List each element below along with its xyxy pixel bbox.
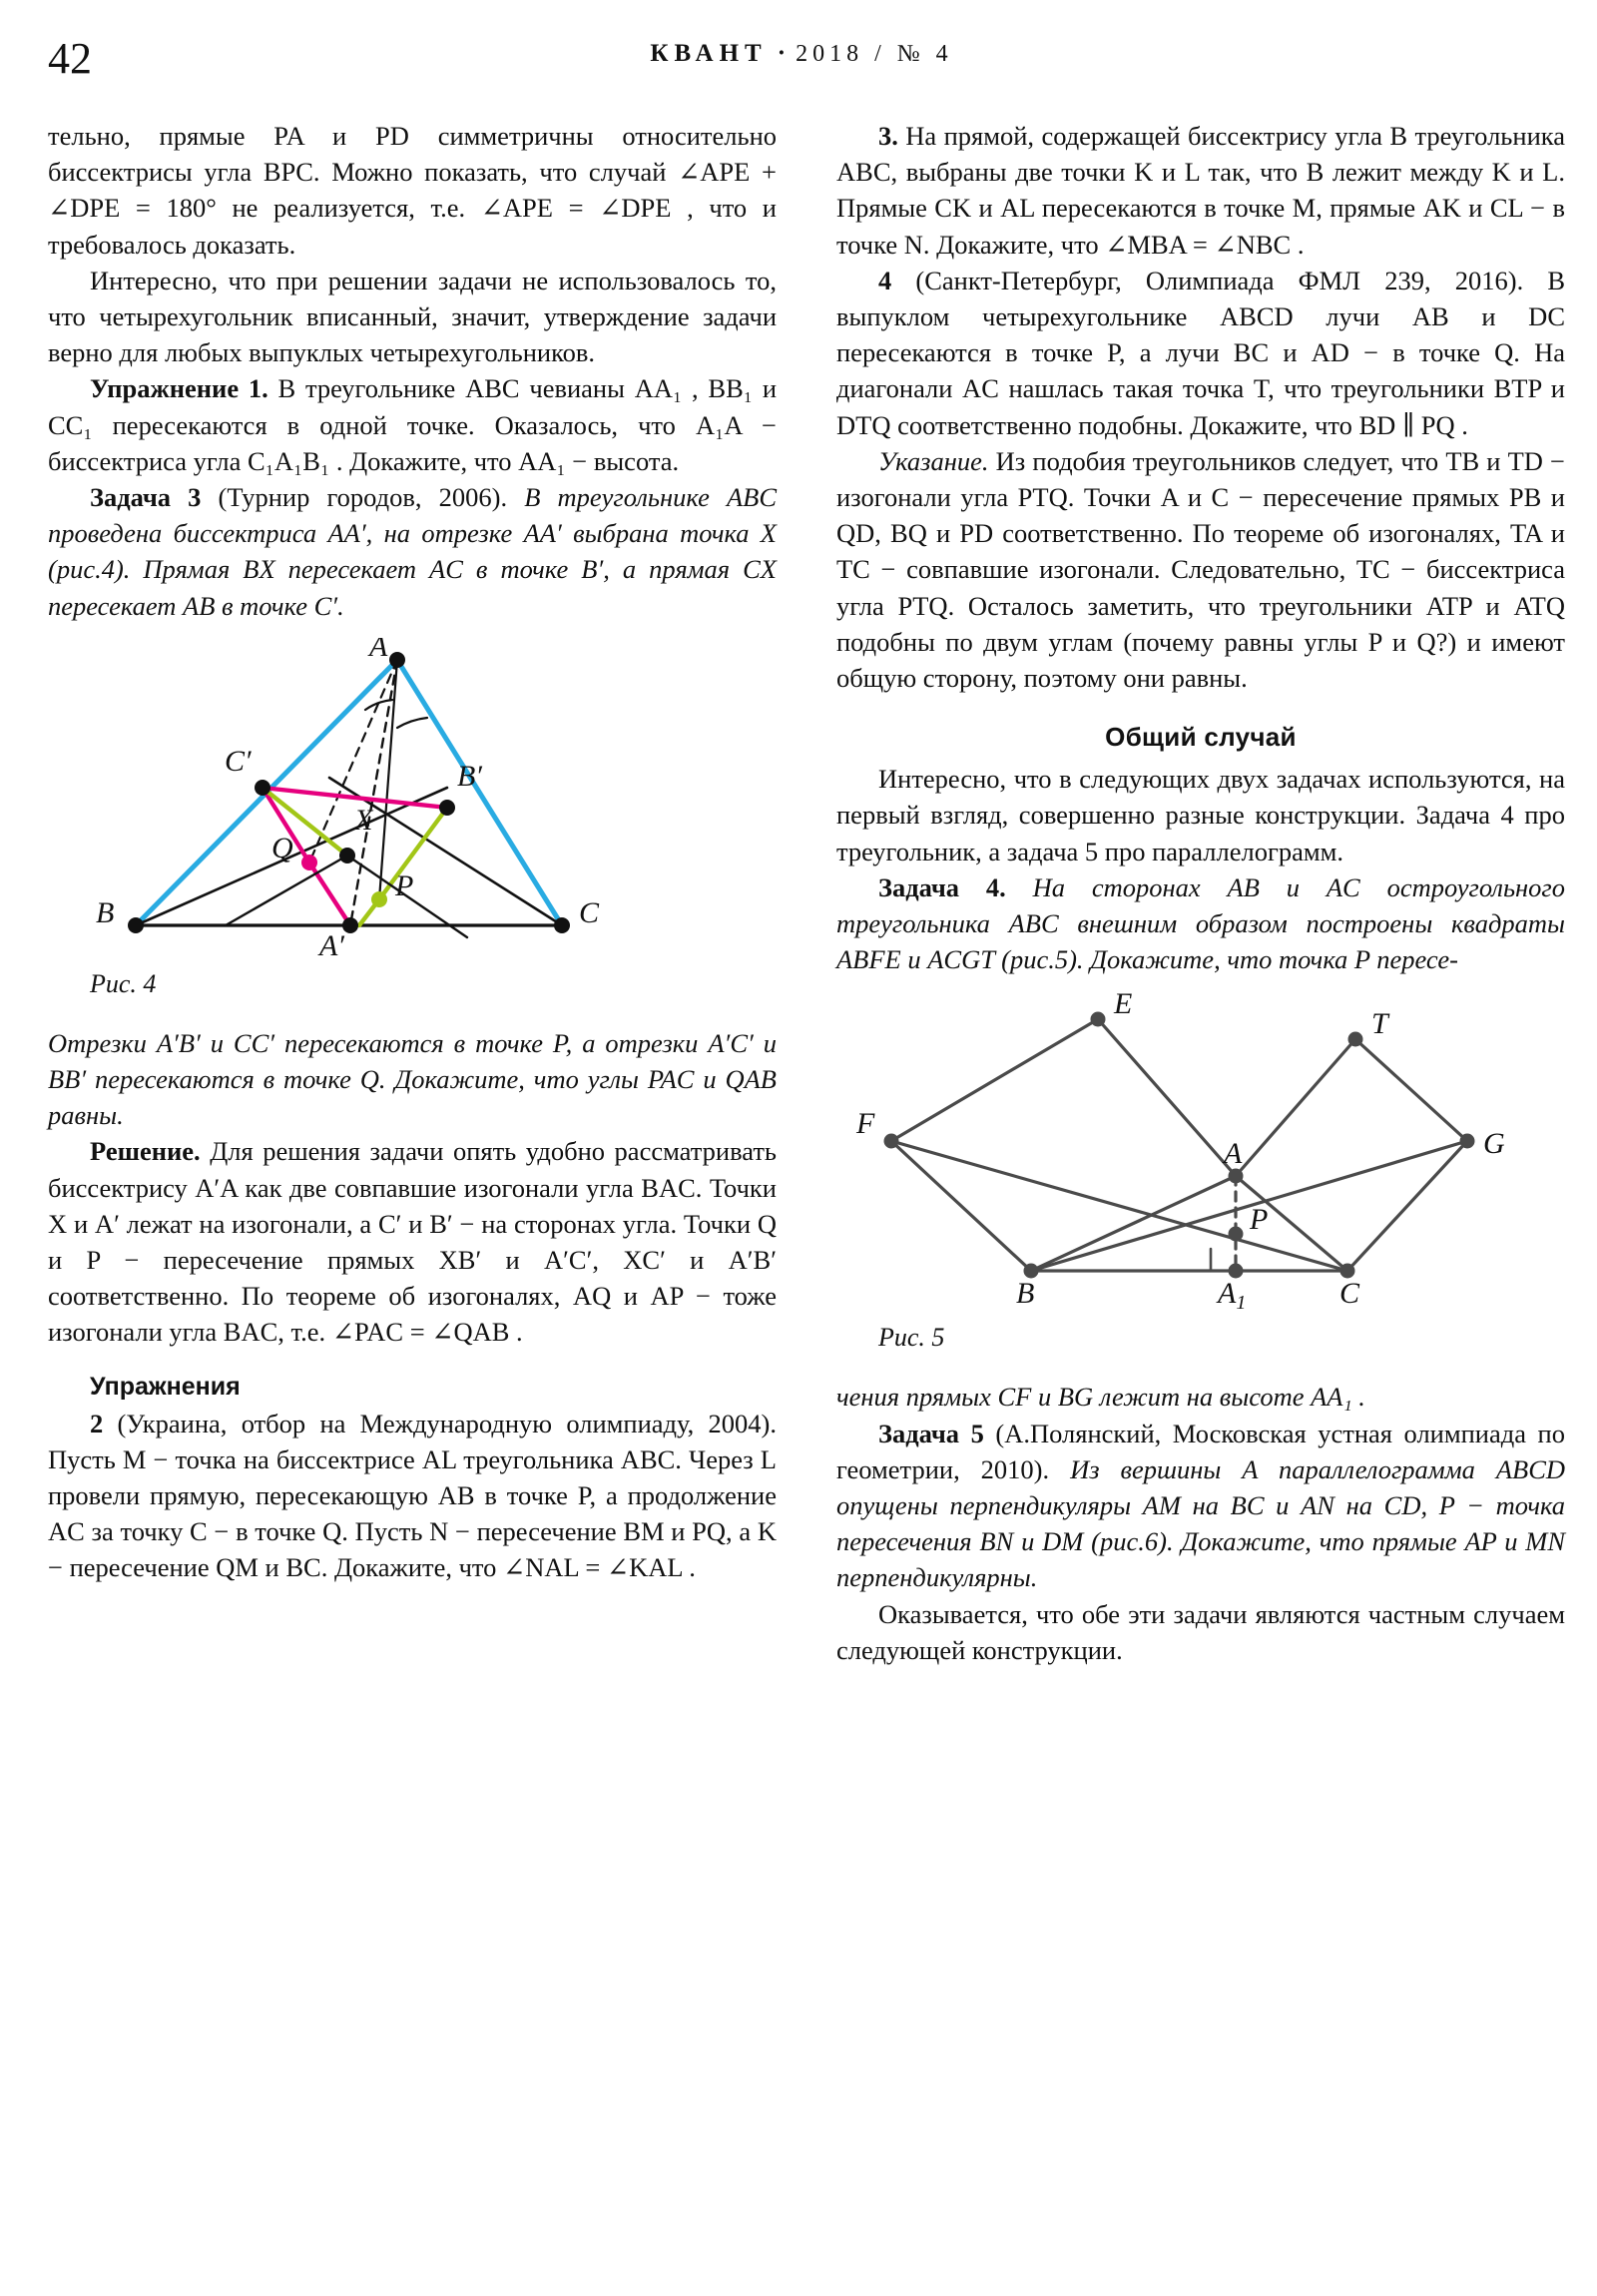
exercise-1-text: В треугольнике ABC чевианы AA₁ , BB₁ и CC₁ пересекаются в одной точке. Оказалось, что A₁A − биссектриса угла C₁A₁B₁ . Докажите, что AA₁ − высота. bbox=[48, 373, 777, 476]
exercise-4-label: 4 bbox=[878, 265, 892, 295]
fig5-point-E bbox=[1091, 1012, 1106, 1027]
figure-4-drawing bbox=[48, 638, 747, 967]
problem-5-label: Задача 5 bbox=[878, 1418, 984, 1448]
solution-paragraph bbox=[48, 1133, 777, 1350]
problem-3-continued: Отрезки A′B′ и CC′ пересекаются в точке P, а отрезки A′C′ и BB′ пересекаются в точке Q. Докажите, что углы PAC и QAB равны. bbox=[48, 1027, 777, 1131]
fig4-label-A: A bbox=[369, 637, 388, 663]
running-head bbox=[48, 40, 1555, 68]
fig4-point-Cprime bbox=[255, 780, 270, 796]
paragraph-remark: Интересно, что при решении задачи не использовалось то, что четырехугольник вписанный, значит, утверждение задачи верно для любых выпуклых четырехугольников. bbox=[48, 265, 777, 368]
fig5-point-A bbox=[1229, 1169, 1244, 1184]
closing-paragraph: Оказывается, что обе эти задачи являются частным случаем следующей конструкции. bbox=[836, 1598, 1565, 1665]
exercise-3-text: На прямой, содержащей биссектрису угла B треугольника ABC, выбраны две точки K и L так, что B лежит между K и L. Прямые CK и AL пересекаются в точке M, прямые AK и CL − в точке N. Докажите, что ∠MBA = ∠NBC . bbox=[836, 121, 1565, 260]
left-column bbox=[48, 118, 777, 1586]
general-case-paragraph: Интересно, что в следующих двух задачах используются, на первый взгляд, совершенно разные конструкции. Задача 4 про треугольник, а задача 5 про параллелограмм. bbox=[836, 764, 1565, 866]
fig5-point-T bbox=[1348, 1032, 1363, 1047]
fig4-label-Bprime: B′ bbox=[457, 759, 482, 793]
fig4-label-B: B bbox=[96, 895, 115, 929]
problem-3-source: (Турнир городов, 2006). bbox=[218, 482, 508, 513]
fig4-label-Aprime: A′ bbox=[319, 928, 344, 962]
fig4-angle-arc-2 bbox=[397, 718, 427, 728]
fig5-label-T: T bbox=[1371, 1007, 1388, 1041]
fig5-square-ABFE bbox=[891, 1019, 1236, 1271]
fig5-point-F bbox=[884, 1134, 899, 1149]
fig4-label-Q: Q bbox=[271, 831, 293, 864]
fig5-square-ACGT bbox=[1236, 1039, 1467, 1271]
figure-5-caption: Рис. 5 bbox=[878, 1323, 945, 1353]
fig4-label-X: X bbox=[354, 803, 373, 837]
exercise-1 bbox=[48, 370, 777, 479]
fig4-point-node bbox=[339, 848, 355, 863]
problem-3-label: Задача 3 bbox=[90, 482, 202, 513]
fig5-point-G bbox=[1460, 1134, 1475, 1149]
exercise-3-label: 3. bbox=[878, 121, 898, 151]
fig4-point-P bbox=[371, 891, 387, 907]
solution-label: Решение. bbox=[90, 1136, 201, 1167]
problem-5 bbox=[836, 1416, 1565, 1596]
problem-5-text: Из вершины A параллелограмма ABCD опущены перпендикуляры AM на BC и AN на CD, P − точка пересечения BN и DM (рис.6). Докажите, что прямые AP и MN перпендикулярны. bbox=[836, 1453, 1566, 1593]
fig4-point-Aprime bbox=[342, 917, 358, 933]
problem-3 bbox=[48, 479, 777, 624]
fig4-label-C: C bbox=[579, 895, 600, 929]
page-number: 42 bbox=[48, 34, 92, 83]
exercises-heading: Упражнения bbox=[90, 1372, 241, 1401]
exercise-4-text: В выпуклом четырехугольнике ABCD лучи AB и DC пересекаются в точке P, а лучи BC и AD − в точке Q. На диагонали AC нашлась такая точка T, что треугольники BTP и DTQ соответственно подобны. Докажите, что BD ∥ PQ . bbox=[836, 265, 1566, 440]
fig5-point-P bbox=[1229, 1227, 1244, 1242]
hint-text: Из подобия треугольников следует, что TB и TD − изогонали угла PTQ. Точки A и C − пересечение прямых PB и QD, BQ и PD соответственно. По теореме об изогоналях, TA и TC − совпавшие изогонали. Следовательно, TC − биссектриса угла PTQ. Осталось заметить, что треугольники ATP и ATQ подобны по двум углам (почему равны углы P и Q?) и имеют общую сторону, поэтому они равны. bbox=[836, 445, 1566, 694]
fig5-label-F: F bbox=[856, 1107, 875, 1141]
exercise-4-source: (Санкт-Петербург, Олимпиада ФМЛ 239, 2016). bbox=[915, 265, 1524, 295]
problem-4 bbox=[836, 869, 1565, 978]
fig4-seg-Q-Aprime bbox=[309, 862, 350, 925]
fig5-label-E: E bbox=[1114, 991, 1133, 1021]
exercise-2-label: 2 bbox=[90, 1408, 104, 1438]
fig4-label-Cprime: C′ bbox=[225, 744, 252, 778]
fig5-label-B: B bbox=[1016, 1277, 1035, 1311]
hint-label: Указание. bbox=[878, 445, 989, 476]
fig5-label-P: P bbox=[1250, 1203, 1269, 1237]
exercise-3 bbox=[836, 118, 1565, 263]
exercise-4 bbox=[836, 263, 1565, 443]
fig5-label-C: C bbox=[1339, 1277, 1360, 1311]
fig4-point-A bbox=[389, 652, 405, 668]
problem-4-label: Задача 4. bbox=[878, 871, 1006, 902]
section-heading-general-case: Общий случай bbox=[1105, 722, 1297, 753]
exercise-2 bbox=[48, 1406, 777, 1586]
problem-3-text: В треугольнике ABC проведена биссектриса AA′, на отрезке AA′ выбрана точка X (рис.4). Прямая BX пересекает AC в точке B′, а прямая CX пересекает AB в точке C′. bbox=[48, 482, 778, 621]
fig4-point-C bbox=[554, 917, 570, 933]
solution-text: Для решения задачи опять удобно рассматривать биссектрису A′A как две совпавшие изогонали угла BAC. Точки X и A′ лежат на изогонали, а C′ и B′ − на сторонах угла. Точки Q и P − пересечение прямых XB′ и A′C′, XC′ и A′B′ соответственно. По теореме об изогоналях, AQ и AP − тоже изогонали угла BAC, т.е. ∠PAC = ∠QAB . bbox=[48, 1136, 778, 1348]
figure-4 bbox=[48, 638, 777, 999]
running-head-separator: · bbox=[777, 40, 787, 67]
figure-4-caption: Рис. 4 bbox=[90, 968, 157, 998]
exercise-2-text: (Украина, отбор на Международную олимпиаду, 2004). Пусть M − точка на биссектрисе AL треугольника ABC. Через L провели прямую, пересекающую AB в точке P, а продолжение AC за точку C − в точке Q. Пусть N − пересечение BM и PQ, а K − пересечение QM и BC. Докажите, что ∠NAL = ∠KAL . bbox=[48, 1408, 777, 1583]
fig5-label-A: A bbox=[1224, 1137, 1243, 1171]
fig4-side-AC bbox=[397, 660, 562, 925]
page-header bbox=[48, 34, 1555, 84]
right-column bbox=[836, 118, 1565, 1668]
fig4-label-P: P bbox=[395, 868, 414, 902]
running-head-issue: 2018 / № 4 bbox=[796, 41, 953, 67]
problem-4-text: На сторонах AB и AC остроугольного треугольника ABC внешним образом построены квадраты ABFE и ACGT (рис.5). Докажите, что точка P пересе- bbox=[836, 871, 1566, 975]
exercise-1-label: Упражнение 1. bbox=[90, 373, 268, 404]
paragraph-continuation: тельно, прямые PA и PD симметричны относительно биссектрисы угла BPC. Можно показать, что случай ∠APE + ∠DPE = 180° не реализуется, т.е. ∠APE = ∠DPE , что и требовалось доказать. bbox=[48, 121, 777, 260]
fig5-label-G: G bbox=[1483, 1127, 1505, 1161]
hint-paragraph bbox=[836, 443, 1565, 696]
fig5-label-A1: $A_1$ bbox=[1218, 1277, 1247, 1315]
running-head-journal: КВАНТ bbox=[650, 40, 768, 67]
fig4-point-Q bbox=[301, 855, 317, 870]
problem-5-source: (А.Полянский, Московская устная олимпиада по геометрии, 2010). bbox=[836, 1418, 1565, 1484]
fig4-point-B bbox=[128, 917, 144, 933]
fig4-point-Bprime bbox=[439, 800, 455, 816]
figure-5-drawing bbox=[836, 991, 1555, 1321]
figure-5 bbox=[836, 991, 1565, 1353]
problem-4-continued: чения прямых CF и BG лежит на высоте AA₁ . bbox=[836, 1382, 1365, 1413]
